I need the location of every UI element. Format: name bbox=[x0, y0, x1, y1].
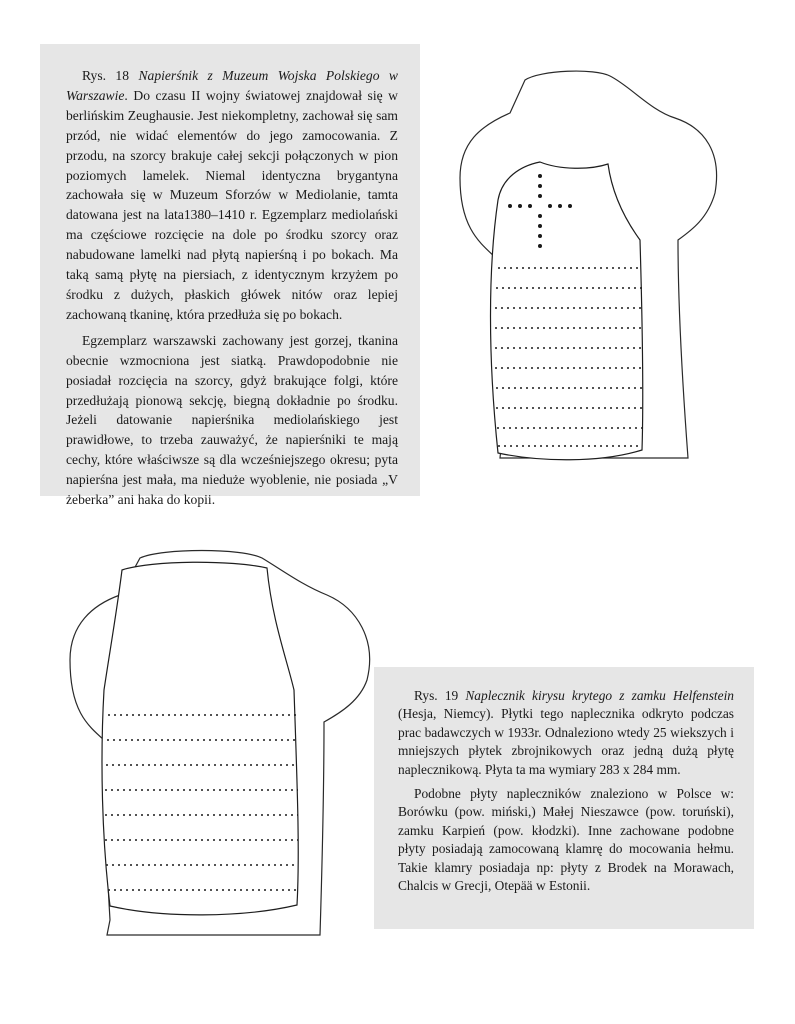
figure-19-label: Rys. 19 bbox=[414, 688, 466, 703]
breastplate-body bbox=[491, 162, 643, 460]
figure-18-breastplate-drawing bbox=[430, 58, 740, 478]
figure-18-caption-paragraph-2: Egzemplarz warszawski zachowany jest gorzej, tkanina obecnie wzmocniona jest siatką. Prawdopodobnie nie posiadał rozcięcia na szorcy, gdyż brakujące folgi, które przedłużają pionową sekcję, biegną dokładnie po środku. Jeżeli datowanie napierśnika mediolańskiego jest prawidłowe, to trzeba zauważyć, że napierśniki te mają cechy, które właściwsze są dla wcześniejszego okresu; pyta napierśna jest mała, ma nieduże wyoblenie, nie posiada „V żeberka” ani haka do kopii. bbox=[66, 332, 398, 508]
figure-18-label: Rys. 18 bbox=[82, 68, 139, 83]
figure-19-backplate-drawing bbox=[62, 540, 382, 960]
backplate-body bbox=[102, 562, 298, 915]
figure-18-title: Napierśnik z Muzeum Wojska Polskiego w Warszawie bbox=[66, 68, 398, 103]
figure-19-caption bbox=[374, 667, 754, 929]
figure-19-caption-paragraph-2: Podobne płyty napleczników znaleziono w Polsce w: Borówku (pow. miński,) Małej Nieszawce (pow. toruński), zamku Karpień (pow. kłodzki). Inne zachowane podobne płyty posiadają zamocowaną klamrę do mocowania hełmu. Takie klamry posiadaja np: płyty z Brodek na Morawach, Chalcis w Grecji, Otepää w Estonii. bbox=[398, 786, 734, 894]
figure-19-title: Naplecznik kirysu krytego z zamku Helfenstein bbox=[465, 688, 734, 703]
figure-18-text-1: . Do czasu II wojny światowej znajdował się w berlińskim Zeughausie. Jest niekompletny, zachował się sam przód, nie widać elementów do jego zamocowania. Z przodu, na szorcy brakuje całej sekcji połączonych w pion poziomych lamelek. Niemal identyczna brygantyna zachowała się w Muzeum Sforzów w Mediolanie, tamta datowana jest na lata1380–1410 r. Egzemplarz mediolański ma częściowe rozcięcie na dole po środku szorcy oraz nabudowane lamelki nad płytą napierśną i po bokach. Ma taką samą płytę na piersiach, z identycznym krzyżem po środku z dużych, płaskich główek nitów oraz lepiej zachowaną tkaninę, która przedłuża się po bokach. bbox=[66, 87, 398, 322]
figure-19-caption-paragraph-1 bbox=[398, 687, 734, 779]
figure-18-caption-paragraph-1 bbox=[66, 66, 398, 325]
figure-19-text-1: (Hesja, Niemcy). Płytki tego naplecznika odkryto podczas prac badawczych w 1933r. Odnaleziono wtedy 25 wiekszych i mniejszych płytek zbrojnikowych oraz jedną dużą płytę naplecznikową. Płyta ta ma wymiary 283 x 284 mm. bbox=[398, 706, 734, 777]
figure-18-caption bbox=[40, 44, 420, 508]
